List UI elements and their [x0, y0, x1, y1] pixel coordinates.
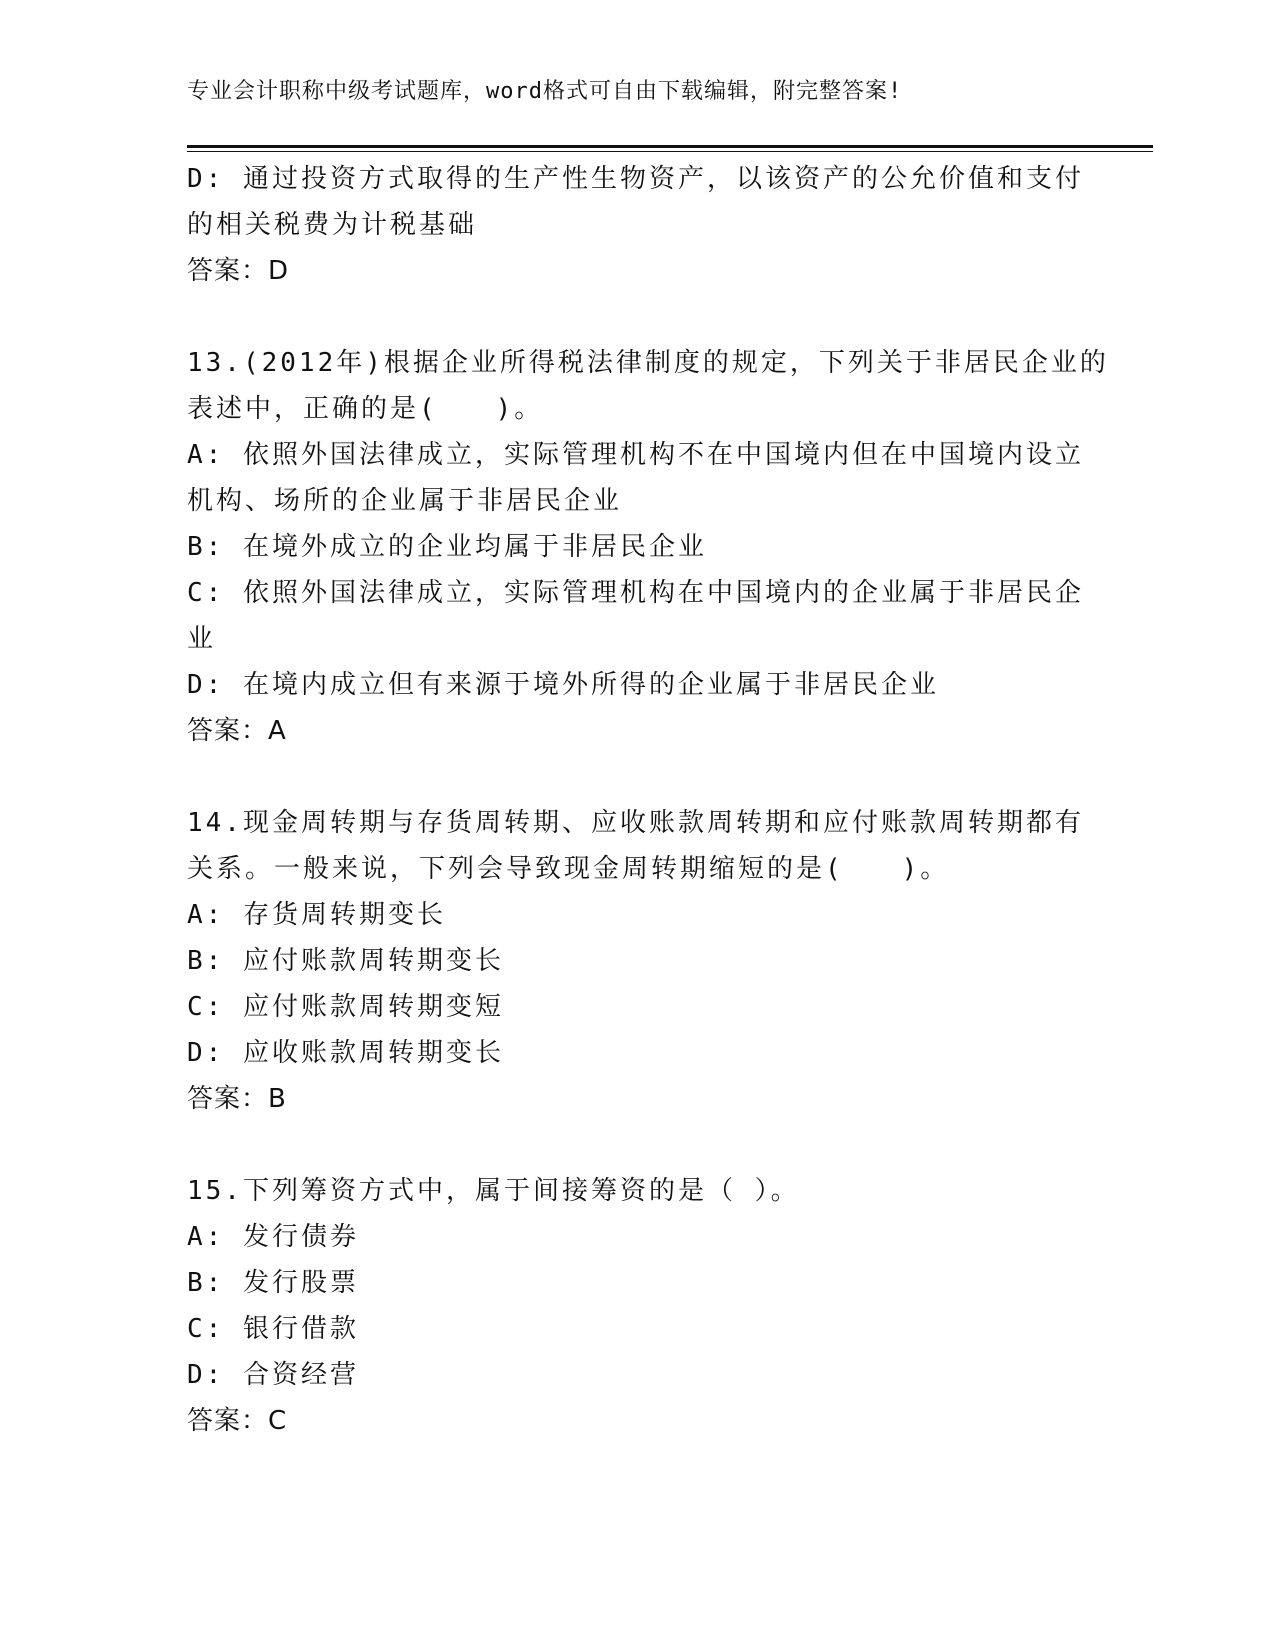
q13-answer: 答案：A [187, 716, 287, 746]
q15-answer: 答案：C [187, 1406, 288, 1436]
header-divider-thick [187, 145, 1153, 148]
spacer [187, 754, 1087, 800]
q13-option-c-line2: 业 [187, 624, 217, 654]
q15-option-d: D: 合资经营 [187, 1360, 359, 1390]
q13-stem-line2: 表述中，正确的是( )。 [187, 394, 544, 424]
q15-option-b: B: 发行股票 [187, 1268, 359, 1298]
q14-stem-line1: 14.现金周转期与存货周转期、应收账款周转期和应付账款周转期都有 [187, 808, 1084, 838]
q15-option-c: C: 银行借款 [187, 1314, 359, 1344]
prev-option-d-line2: 的相关税费为计税基础 [187, 210, 478, 240]
q13-stem-line1: 13.(2012年)根据企业所得税法律制度的规定，下列关于非居民企业的 [187, 348, 1109, 378]
q13-option-c-line1: C: 依照外国法律成立，实际管理机构在中国境内的企业属于非居民企 [187, 578, 1084, 608]
q14-option-a: A: 存货周转期变长 [187, 900, 446, 930]
header-divider-thin [187, 151, 1153, 152]
q14-option-d: D: 应收账款周转期变长 [187, 1038, 504, 1068]
spacer [187, 1122, 1087, 1168]
question-content [187, 156, 1109, 1444]
q15-option-a: A: 发行债券 [187, 1222, 359, 1252]
q15-stem: 15.下列筹资方式中，属于间接筹资的是（ ）。 [187, 1176, 800, 1206]
prev-answer: 答案：D [187, 256, 290, 286]
q14-option-c: C: 应付账款周转期变短 [187, 992, 504, 1022]
q13-option-a-line1: A: 依照外国法律成立，实际管理机构不在中国境内但在中国境内设立 [187, 440, 1084, 470]
q14-answer: 答案：B [187, 1084, 287, 1114]
q13-option-b: B: 在境外成立的企业均属于非居民企业 [187, 532, 707, 562]
q13-option-d: D: 在境内成立但有来源于境外所得的企业属于非居民企业 [187, 670, 939, 700]
q13-option-a-line2: 机构、场所的企业属于非居民企业 [187, 486, 623, 516]
q14-option-b: B: 应付账款周转期变长 [187, 946, 504, 976]
q14-stem-line2: 关系。一般来说，下列会导致现金周转期缩短的是( )。 [187, 854, 950, 884]
prev-option-d-line1: D: 通过投资方式取得的生产性生物资产，以该资产的公允价值和支付 [187, 164, 1084, 194]
spacer [187, 294, 1087, 340]
page-header: 专业会计职称中级考试题库，word格式可自由下载编辑，附完整答案! [187, 79, 903, 104]
